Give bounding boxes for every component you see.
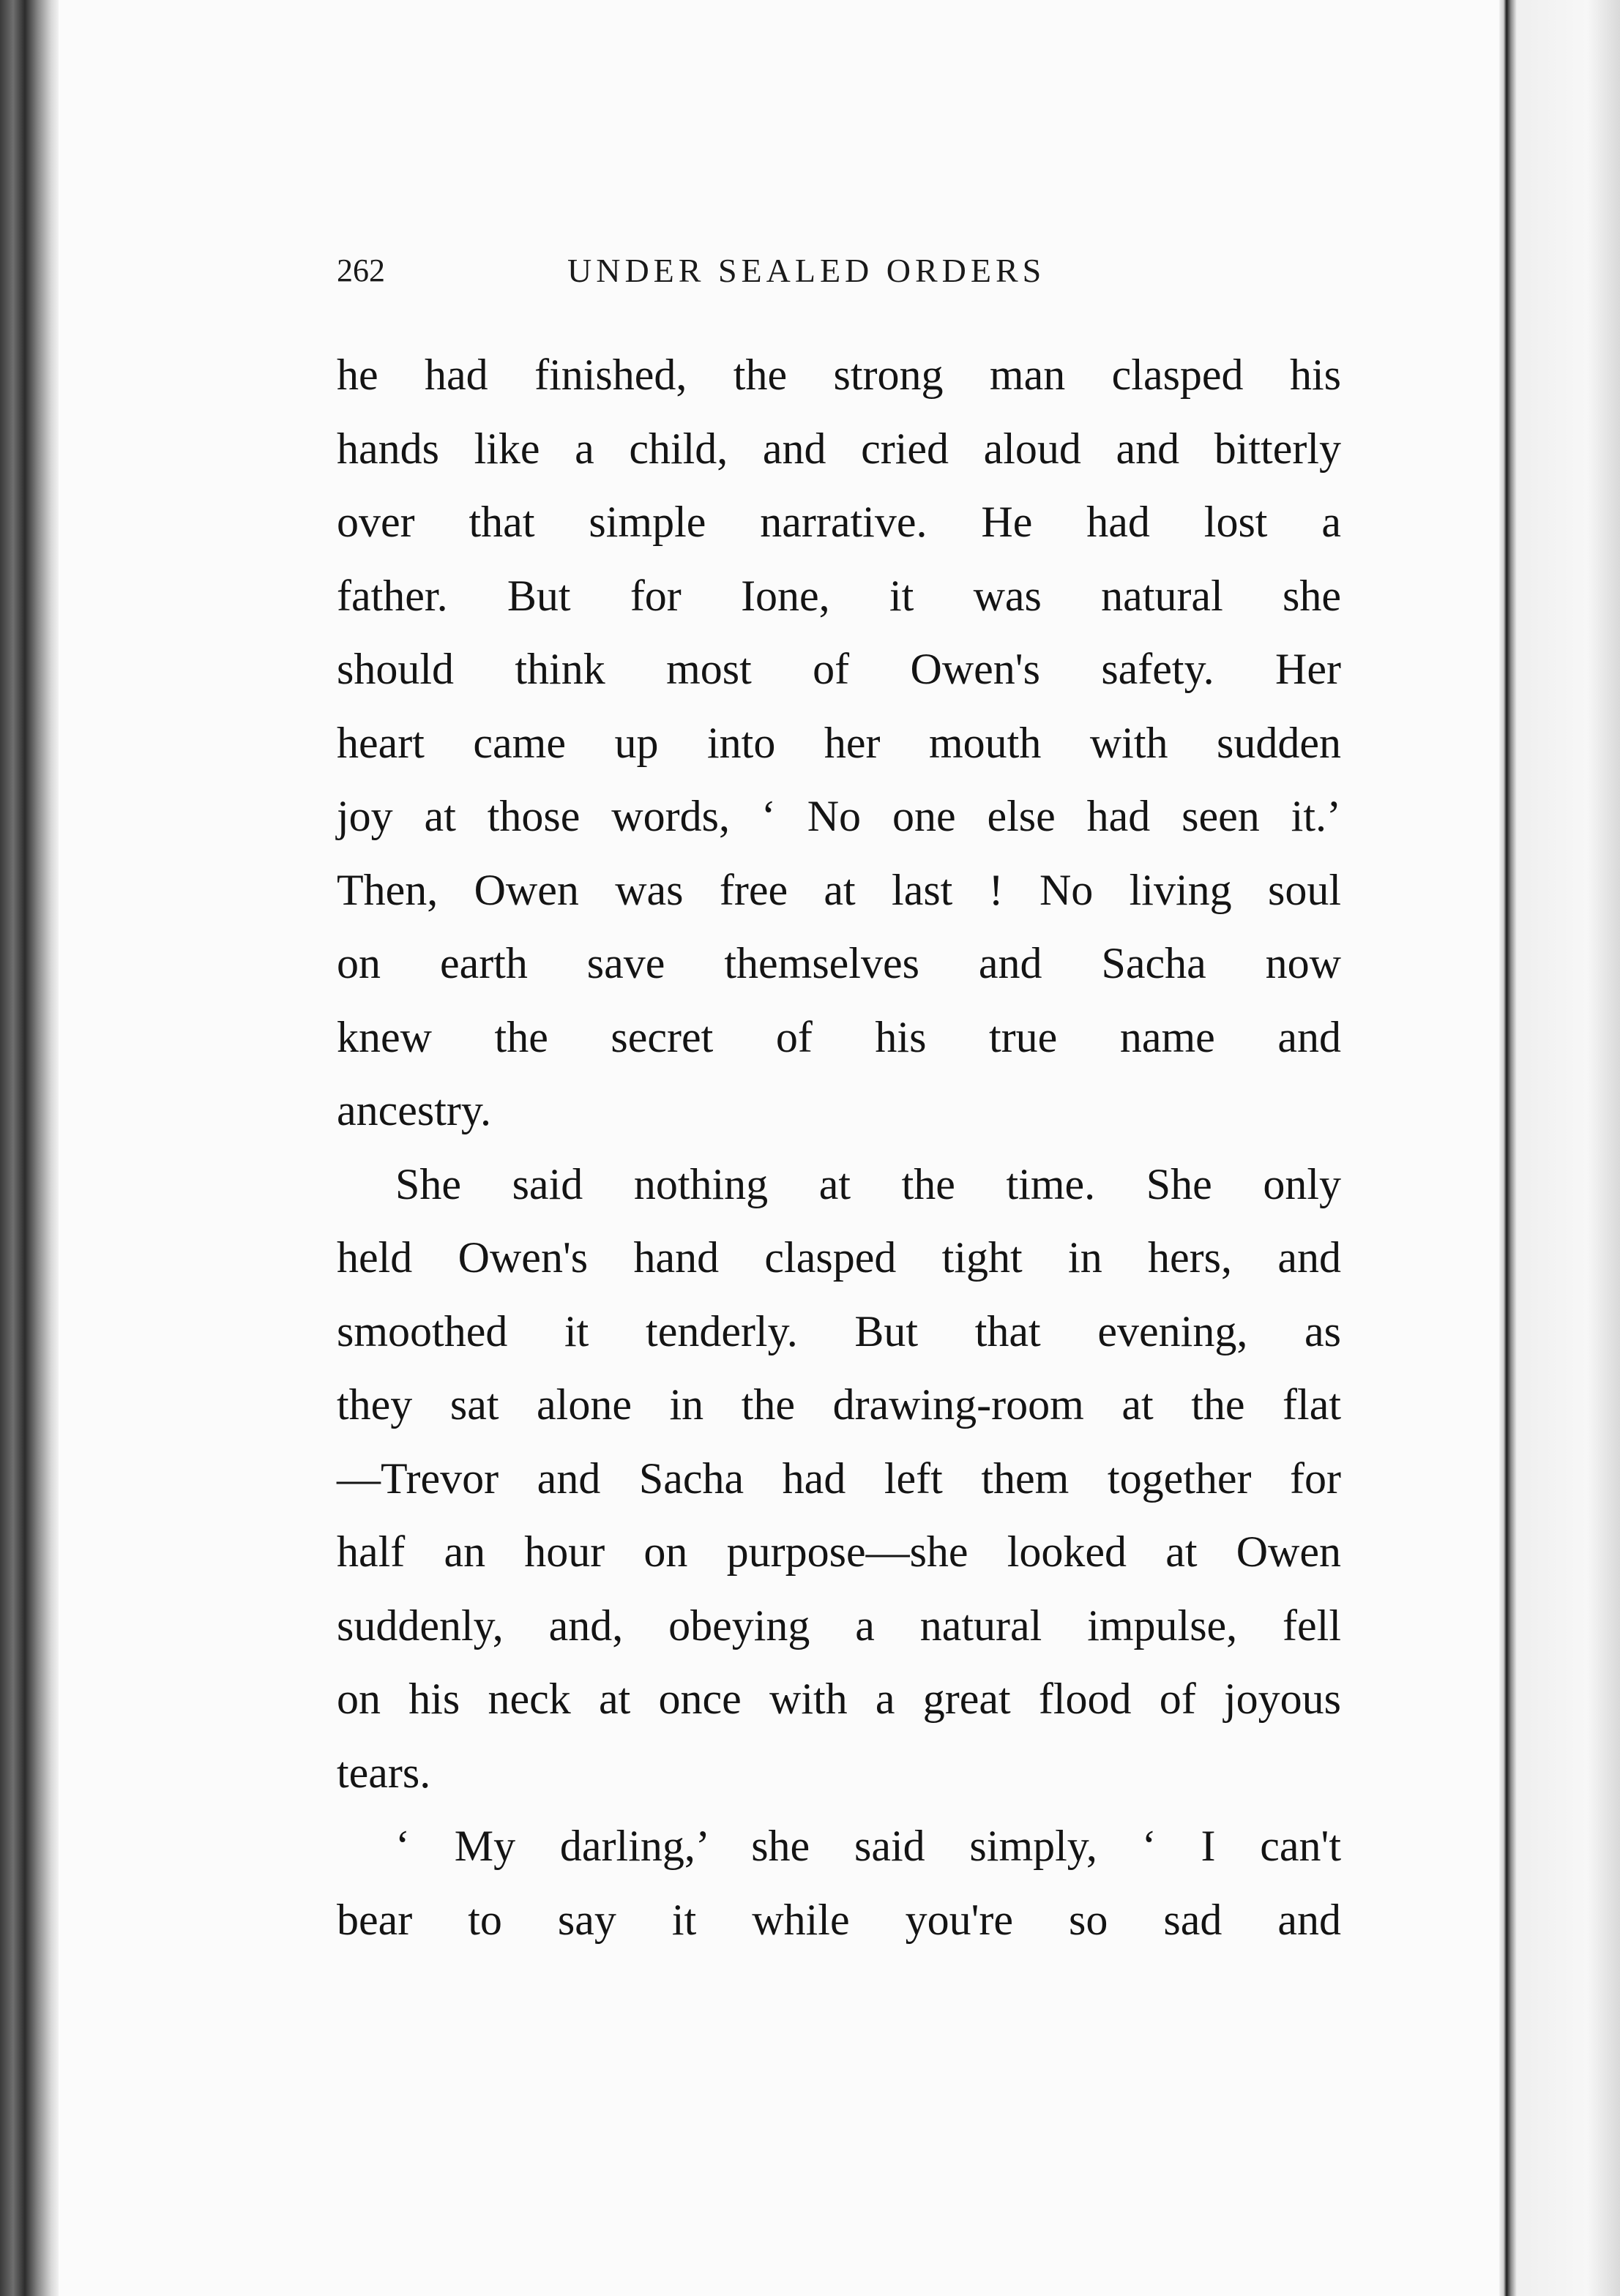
text-line: smoothed it tenderly. But that evening, as [337, 1306, 1341, 1355]
text-line: knew the secret of his true name and [337, 1012, 1341, 1061]
running-head [337, 249, 1347, 293]
text-line: he had finished, the strong man clasped his [337, 351, 1341, 399]
text-line: heart came up into her mouth with sudden [337, 718, 1341, 767]
text-line: hands like a child, and cried aloud and bitterly [337, 424, 1341, 473]
page-number: 262 [337, 253, 385, 288]
text-line: joy at those words, ‘ No one else had seen it.’ [337, 792, 1341, 840]
text-line: Then, Owen was free at last ! No living soul [337, 865, 1341, 914]
text-line: father. But for Ione, it was natural she [337, 571, 1341, 620]
text-line: ancestry. [337, 1086, 491, 1134]
page-edges-right [1499, 0, 1620, 2296]
text-line: on his neck at once with a great flood of joyous [337, 1675, 1341, 1723]
text-line: ‘ My darling,’ she said simply, ‘ I can't [395, 1822, 1341, 1870]
text-line: suddenly, and, obeying a natural impulse, fell [337, 1601, 1341, 1650]
text-line: they sat alone in the drawing-room at the flat [337, 1380, 1341, 1429]
text-line: on earth save themselves and Sacha now [337, 939, 1341, 987]
text-line: bear to say it while you're so sad and [337, 1895, 1341, 1944]
text-line: —Trevor and Sacha had left them together for [337, 1454, 1341, 1503]
body-text [337, 338, 1341, 1956]
text-line: She said nothing at the time. She only [395, 1159, 1341, 1208]
text-line: should think most of Owen's safety. Her [337, 645, 1341, 693]
book-binding-edge [0, 0, 59, 2296]
running-title: UNDER SEALED ORDERS [567, 252, 1046, 289]
text-line: over that simple narrative. He had lost a [337, 498, 1341, 546]
text-line: held Owen's hand clasped tight in hers, and [337, 1233, 1341, 1282]
text-line: half an hour on purpose—she looked at Owen [337, 1527, 1341, 1576]
text-line: tears. [337, 1748, 431, 1797]
